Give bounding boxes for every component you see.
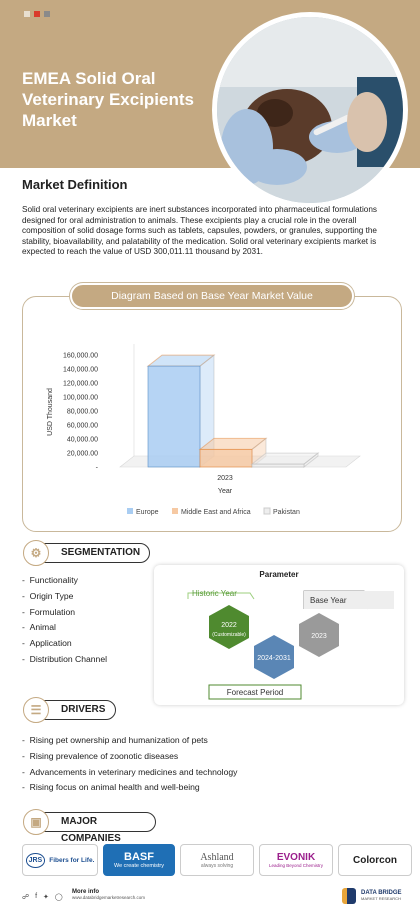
historic-year-value: 2022: [221, 622, 237, 629]
brand-name: DATA BRIDGE: [361, 890, 402, 896]
dot-2: [34, 11, 40, 17]
parameter-diagram: [154, 565, 404, 705]
list-item: - Formulation: [22, 606, 76, 617]
title-line-3: Market: [22, 111, 77, 130]
footer: [0, 880, 420, 919]
companies-pill: [26, 812, 156, 844]
market-definition-heading: Market Definition: [22, 177, 128, 192]
title-line-2: Veterinary Excipients: [22, 90, 194, 109]
legend-label: Europe: [136, 509, 159, 516]
share-icon[interactable]: ☍: [22, 894, 30, 901]
drivers-pill: [26, 700, 116, 720]
bar-europe: [148, 366, 200, 467]
x-tick-label: 2023: [217, 475, 233, 482]
y-tick-label: 100,000.00: [62, 394, 98, 402]
list-item: - Origin Type: [22, 590, 74, 601]
vet-illustration: [217, 17, 408, 208]
logo-colorcon: Colorcon: [338, 844, 412, 876]
legend-label: Pakistan: [273, 509, 300, 516]
chart-legend: [127, 508, 300, 516]
companies-label: MAJOR COMPANIES: [61, 816, 121, 844]
bar-pakistan: [252, 464, 304, 467]
list-item: - Functionality: [22, 575, 78, 585]
brand-logo: [361, 890, 402, 901]
y-tick-label: 60,000.00: [66, 422, 98, 430]
logo-basf: BASF We create chemistry: [103, 844, 175, 876]
diagram-title: Diagram Based on Base Year Market Value: [70, 283, 354, 309]
list-item: - Advancements in veterinary medicines and technology: [22, 766, 238, 777]
brand-logo-icon: [342, 888, 356, 904]
brand-sub: MARKET RESEARCH: [361, 896, 401, 901]
social-icons: [22, 893, 63, 901]
segmentation-label: SEGMENTATION: [61, 547, 141, 558]
drivers-label: DRIVERS: [61, 704, 106, 715]
title-line-1: EMEA Solid Oral: [22, 69, 156, 88]
forecast-period-label: Forecast Period: [226, 688, 284, 697]
logo-jrs: JRS Fibers for Life.: [22, 844, 98, 876]
list-item: - Rising focus on animal health and well-being: [22, 782, 200, 793]
companies-icon: ▣: [23, 809, 49, 835]
base-year-value: 2023: [311, 633, 327, 640]
segmentation-icon: ⚙: [23, 540, 49, 566]
logo-ashland: Ashland always solving: [180, 844, 254, 876]
list-item: - Application: [22, 638, 72, 649]
market-value-chart: [30, 320, 394, 525]
segmentation-pill: [26, 543, 150, 563]
y-tick-label: 160,000.00: [62, 352, 98, 360]
logo-evonik: EVONIK Leading Beyond Chemistry: [259, 844, 333, 876]
segmentation-list: [22, 573, 107, 668]
more-info: [72, 889, 145, 900]
legend-swatch: [127, 508, 133, 514]
y-axis-ticks: [63, 353, 99, 472]
y-tick-label: 140,000.00: [62, 366, 98, 374]
facebook-icon[interactable]: f: [35, 893, 38, 900]
more-info-label: More info: [72, 889, 99, 895]
y-axis-label: USD Thousand: [47, 388, 54, 436]
forecast-period-value: 2024-2031: [257, 655, 291, 662]
dot-1: [24, 11, 30, 17]
website-link[interactable]: www.databridgemarketresearch.com: [72, 895, 146, 900]
page-title: [22, 68, 222, 131]
parameter-panel: [154, 565, 404, 705]
drivers-icon: ☰: [23, 697, 49, 723]
historic-year-label: Historic Year: [192, 589, 237, 598]
drivers-list: [22, 733, 237, 796]
y-tick-label: -: [95, 464, 98, 472]
base-year-label: Base Year: [310, 596, 347, 605]
legend-label: Middle East and Africa: [181, 509, 251, 516]
bar-middle-east-and-africa: [200, 449, 252, 467]
list-item: - Animal: [22, 622, 56, 633]
chart-bars: [148, 355, 318, 467]
parameter-title: Parameter: [259, 570, 299, 579]
y-tick-label: 80,000.00: [66, 408, 98, 416]
list-item: - Distribution Channel: [22, 653, 108, 664]
legend-swatch: [172, 508, 178, 514]
historic-year-note: (Customizable): [212, 632, 246, 638]
dot-3: [44, 11, 50, 17]
market-definition-text: Solid oral veterinary excipients are inert substances incorporated into pharmaceutical formulations designed for oral administration to animals. These excipients play a crucial role in the overall composition of solid dosage forms such as tablets, capsules, powders, or granules, supporting the stability, bioavailability, and palatability of the medication. Solid oral veterinary excipients market is expected to reach the value of USD 300,011.11 thousand by 2031.: [22, 205, 377, 257]
y-tick-label: 120,000.00: [62, 380, 98, 388]
window-dots: [24, 11, 50, 17]
legend-swatch: [264, 508, 270, 514]
y-tick-label: 40,000.00: [66, 436, 98, 444]
x-axis-label: Year: [217, 488, 233, 495]
list-item: - Rising pet ownership and humanization of pets: [22, 735, 208, 745]
list-item: - Rising prevalence of zoonotic diseases: [22, 750, 179, 761]
veterinary-photo: [212, 12, 408, 208]
instagram-icon[interactable]: ◯: [54, 894, 63, 901]
y-tick-label: 20,000.00: [66, 450, 98, 458]
twitter-icon[interactable]: ✦: [43, 894, 49, 901]
